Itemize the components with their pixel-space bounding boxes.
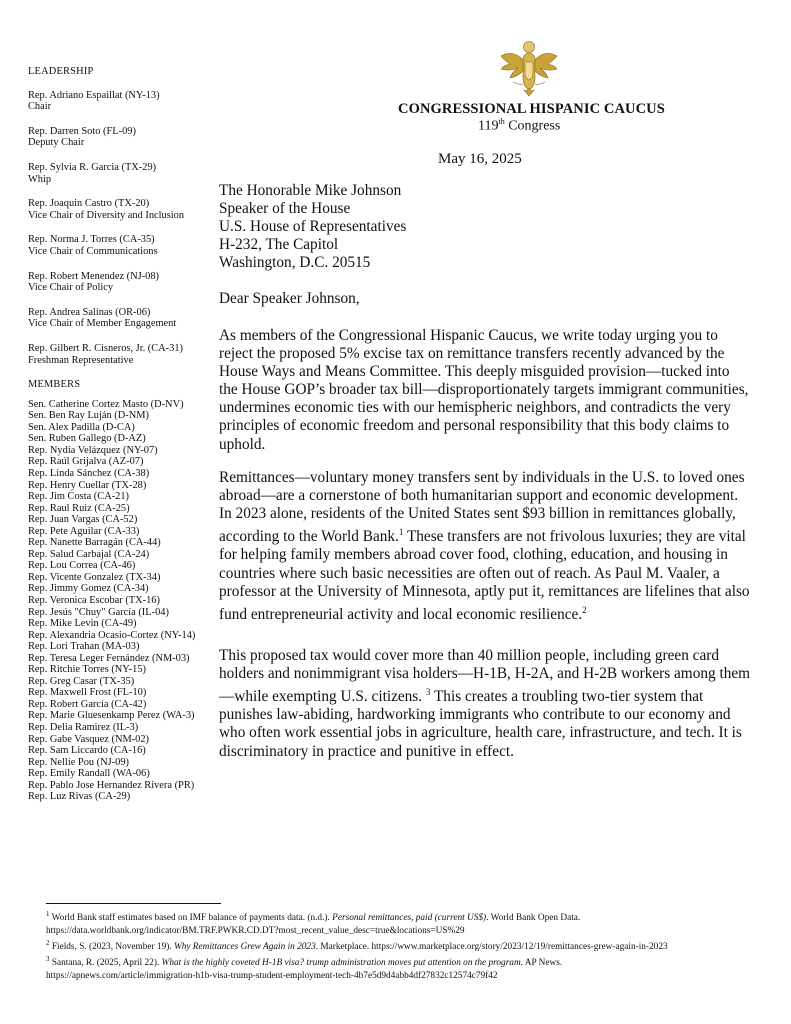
footnote-text: . Marketplace. https://www.marketplace.org/story/2023/12/19/remittances-grew-again-in-2023 (315, 942, 668, 952)
organization-name: CONGRESSIONAL HISPANIC CAUCUS (398, 101, 665, 117)
member-item: Rep. Nydia Velázquez (NY-07) (28, 444, 158, 456)
member-item: Rep. Linda Sánchez (CA-38) (28, 467, 150, 479)
member-item: Rep. Maxwell Frost (FL-10) (28, 687, 147, 699)
sidebar (28, 66, 228, 803)
leader-name: Rep. Joaquin Castro (TX-20) (28, 198, 150, 210)
body-paragraph-2 (219, 469, 751, 624)
member-item: Rep. Jimmy Gomez (CA-34) (28, 583, 149, 595)
footnote-3 (46, 953, 756, 970)
member-item: Rep. Juan Vargas (CA-52) (28, 514, 138, 526)
leadership-item (28, 198, 228, 221)
member-item: Rep. Lori Trahan (MA-03) (28, 641, 140, 653)
address-line: Speaker of the House (219, 200, 351, 217)
leader-name: Rep. Adriano Espaillat (NY-13) (28, 89, 160, 101)
leader-role: Freshman Representative (28, 354, 134, 366)
footnote-1-url[interactable]: https://data.worldbank.org/indicator/BM.TRF.PWKR.CD.DT?most_recent_value_desc=true&locations=US%29 (46, 925, 465, 936)
eagle-seal-logo (498, 38, 560, 100)
footnote-2 (46, 937, 756, 954)
member-item: Rep. Pablo Jose Hernandez Rivera (PR) (28, 779, 195, 791)
footnote-text: Santana, R. (2025, April 22). (49, 958, 162, 969)
leader-name: Rep. Norma J. Torres (CA-35) (28, 234, 155, 246)
member-item: Rep. Nanette Barragán (CA-44) (28, 537, 161, 549)
member-item: Rep. Sam Liccardo (CA-16) (28, 745, 146, 757)
footnote-divider (46, 903, 221, 904)
member-item: Rep. Marie Gluesenkamp Perez (WA-3) (28, 710, 195, 722)
footnote-text: . World Bank Open Data. (486, 913, 581, 924)
leader-role: Whip (28, 173, 52, 185)
member-item: Rep. Veronica Escobar (TX-16) (28, 594, 160, 606)
leadership-item (28, 126, 228, 149)
paragraph-text: This proposed tax would cover more than 40 million people, including green card holders and nonimmigrant visa holders—H-1B, H-2A, and H-2B workers among them—while exempting U.S. citizens. (219, 647, 751, 706)
congress-suffix: th (498, 117, 505, 126)
recipient-address (219, 182, 406, 272)
member-item: Sen. Catherine Cortez Masto (D-NV) (28, 398, 184, 410)
member-item: Rep. Gabe Vasquez (NM-02) (28, 733, 149, 745)
member-item: Rep. Mike Levin (CA-49) (28, 618, 137, 630)
leadership-item (28, 234, 228, 257)
member-item: Rep. Teresa Leger Fernández (NM-03) (28, 652, 190, 664)
leader-name: Rep. Darren Soto (FL-09) (28, 125, 136, 137)
member-item: Rep. Robert Garcia (CA-42) (28, 698, 147, 710)
footnote-title: Why Remittances Grew Again in 2023 (173, 942, 316, 952)
footnote-text: World Bank staff estimates based on IMF balance of payments data. (n.d.). (49, 913, 333, 924)
member-item: Sen. Ruben Gallego (D-AZ) (28, 433, 146, 445)
member-item: Rep. Pete Aguilar (CA-33) (28, 525, 140, 537)
footnote-number: 3 (46, 955, 50, 964)
address-line: U.S. House of Representatives (219, 218, 407, 235)
footnote-title: What is the highly coveted H-1B visa? trump administration moves put attention on the program (161, 958, 521, 969)
leader-name: Rep. Andrea Salinas (OR-06) (28, 306, 151, 318)
footnote-ref-3: 3 (425, 687, 431, 698)
member-item: Rep. Lou Correa (CA-46) (28, 560, 136, 572)
member-item: Rep. Jim Costa (CA-21) (28, 491, 130, 503)
footnote-text: . AP News. (520, 958, 563, 969)
paragraph-text: These transfers are not frivolous luxuries; they are vital for helping family members abroad cover food, clothing, education, and housing in countries where such basic necessities are often out of reach. As Paul M. Vaaler, a professor at the University of Minnesota, aptly put it, remittances are lifelines that also fund entrepreneurial activity and local economic resilience. (219, 528, 750, 623)
congress-number: 119 (478, 118, 499, 134)
members-heading: MEMBERS (28, 379, 81, 391)
footnote-text: Fields, S. (2023, November 19). (49, 942, 174, 952)
member-item: Rep. Luz Rivas (CA-29) (28, 791, 131, 803)
leader-role: Vice Chair of Diversity and Inclusion (28, 209, 185, 221)
leader-name: Rep. Robert Menendez (NJ-08) (28, 270, 159, 282)
footnote-1 (46, 908, 756, 925)
member-item: Rep. Ritchie Torres (NY-15) (28, 664, 146, 676)
letter-date: May 16, 2025 (438, 151, 522, 167)
member-item: Rep. Raul Ruiz (CA-25) (28, 502, 130, 514)
leader-role: Vice Chair of Member Engagement (28, 318, 177, 330)
leader-role: Deputy Chair (28, 137, 85, 149)
congress-session (478, 117, 560, 135)
member-item: Rep. Alexandria Ocasio-Cortez (NY-14) (28, 629, 196, 641)
leadership-item (28, 162, 228, 185)
member-item: Sen. Alex Padilla (D-CA) (28, 421, 135, 433)
leader-name: Rep. Sylvia R. Garcia (TX-29) (28, 161, 157, 173)
salutation: Dear Speaker Johnson, (219, 290, 360, 307)
member-item: Rep. Salud Carbajal (CA-24) (28, 548, 150, 560)
body-paragraph-1: As members of the Congressional Hispanic Caucus, we write today urging you to reject the proposed 5% excise tax on remittance transfers recently advanced by the House Ways and Means Committee. This deeply misguided provision—tucked into the House GOP’s broader tax bill—disproportionately targets immigrant communities, undermines economic ties with our hemispheric neighbors, and contradicts the very principles of economic freedom and personal responsibility that this body claims to uphold. (219, 327, 749, 453)
member-item: Sen. Ben Ray Luján (D-NM) (28, 410, 149, 422)
footnote-ref-2: 2 (582, 604, 587, 615)
footnote-title: Personal remittances, paid (current US$) (332, 913, 487, 924)
congress-word: Congress (504, 118, 561, 134)
leadership-item (28, 90, 228, 113)
member-item: Rep. Jesús "Chuy" García (IL-04) (28, 606, 169, 618)
leader-role: Chair (28, 101, 52, 113)
footnote-ref-1: 1 (398, 527, 404, 538)
paragraph-text: Remittances—voluntary money transfers sent by individuals in the U.S. to loved ones abroad—are a cornerstone of both humanitarian support and economic development. In 2023 alone, residents of the United States sent $93 billion in remittances globally, according to the World Bank. (219, 469, 745, 546)
leadership-item (28, 271, 228, 294)
body-paragraph-3 (219, 647, 751, 761)
members-list (28, 399, 228, 803)
leader-role: Vice Chair of Communications (28, 245, 158, 257)
leader-role: Vice Chair of Policy (28, 282, 114, 294)
address-line: H-232, The Capitol (219, 236, 339, 253)
member-item: Rep. Henry Cuellar (TX-28) (28, 479, 147, 491)
leadership-heading: LEADERSHIP (28, 66, 94, 77)
leadership-item (28, 307, 228, 330)
member-item: Rep. Greg Casar (TX-35) (28, 675, 135, 687)
member-item: Rep. Emily Randall (WA-06) (28, 768, 150, 780)
footnote-3-url[interactable]: https://apnews.com/article/immigration-h1b-visa-trump-student-employment-tech-4b7e5d9d4abb4df27832c12574c79f42 (46, 970, 498, 981)
address-line: The Honorable Mike Johnson (219, 182, 402, 199)
member-item: Rep. Nellie Pou (NJ-09) (28, 756, 130, 768)
footnote-number: 1 (46, 910, 50, 918)
footnote-number: 2 (46, 938, 50, 947)
address-line: Washington, D.C. 20515 (219, 254, 371, 271)
member-item: Rep. Vicente Gonzalez (TX-34) (28, 571, 161, 583)
leader-name: Rep. Gilbert R. Cisneros, Jr. (CA-31) (28, 342, 183, 354)
paragraph-text: This creates a troubling two-tier system that punishes law-abiding, hardworking immigrants who contribute to our economy and who often work essential jobs in agriculture, health care, infrastructure, and tech. It is discriminatory in practice and punitive in effect. (219, 688, 742, 760)
member-item: Rep. Delia Ramirez (IL-3) (28, 722, 139, 733)
member-item: Rep. Raúl Grijalva (AZ-07) (28, 456, 144, 468)
leadership-item (28, 343, 228, 366)
footnotes (46, 908, 756, 982)
